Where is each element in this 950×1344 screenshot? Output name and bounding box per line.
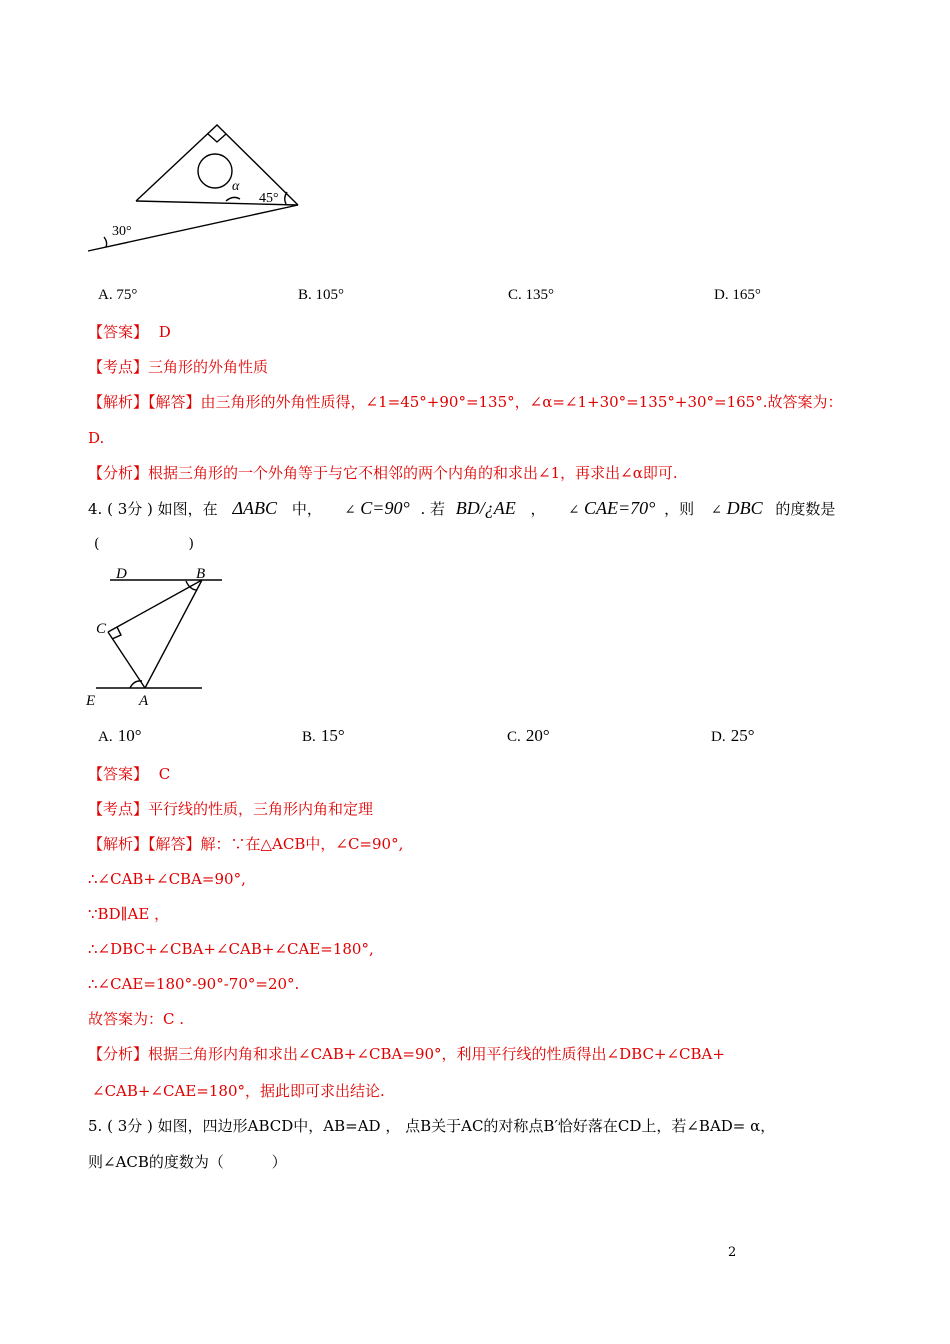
q4-label-e: E [86, 693, 96, 709]
q4-dbc: DBC [726, 498, 763, 518]
q4-cae-eq: CAE=70° [584, 498, 656, 518]
option-value: 15° [320, 726, 345, 745]
option-label: A. [98, 729, 113, 745]
q3-jiexi-line [88, 392, 843, 412]
q4-label-a: A [139, 693, 149, 709]
fenxi-text: 根据三角形的一个外角等于与它不相邻的两个内角的和求出∠1，再求出∠α即可. [148, 464, 678, 482]
q3-option-b: B. 105° [298, 287, 345, 303]
q4-answer-line [88, 764, 170, 784]
option-value: 10° [117, 726, 142, 745]
jiexi-text: 解：∵在△ACB中，∠C=90°, [200, 835, 404, 853]
q3-option-a: A. 75° [98, 287, 138, 303]
q4-label-c: C [96, 621, 107, 637]
q3-label-alpha: α [232, 179, 240, 194]
q3-label-30: 30° [112, 224, 132, 239]
q4-s5: ，则 [664, 500, 695, 518]
q4-fenxi-cont: ∠CAB+∠CAE=180°，据此即可求出结论. [92, 1082, 385, 1100]
q3-label-45: 45° [259, 191, 279, 206]
q4-jiexi-line [88, 834, 403, 854]
q4-option-b [302, 726, 345, 746]
q3-arc-45 [285, 192, 287, 204]
q4-answer-paren: ( ) [94, 536, 194, 552]
option-value: 25° [730, 726, 755, 745]
answer-value: D [158, 323, 171, 341]
q3-circle [198, 154, 232, 188]
fenxi-tag: 【分析】 [88, 1045, 149, 1063]
kaodian-tag: 【考点】 [88, 358, 149, 376]
q4-step-5: 故答案为：C . [88, 1010, 185, 1028]
q3-option-c: C. 135° [508, 287, 555, 303]
q5-stem-line-2: 则∠ACB的度数为（ ） [88, 1153, 287, 1171]
q4-s2: 中， [291, 500, 322, 518]
q4-angle-sym-1: ∠ [344, 503, 356, 518]
q4-option-c [507, 726, 550, 746]
q3-arc-30 [104, 237, 107, 247]
q4-s3: . 若 [420, 500, 445, 518]
q5-stem-line-1: 5. ( 3分 ) 如图，四边形ABCD中，AB=AD ， 点B关于AC的对称点B′恰好落在CD上，若∠BAD= α， [88, 1117, 776, 1135]
fenxi-text: 根据三角形内角和求出∠CAB+∠CBA=90°，利用平行线的性质得出∠DBC+∠CBA+ [148, 1045, 725, 1063]
q4-s4: ， [530, 500, 546, 518]
q3-arc-alpha [226, 197, 240, 201]
answer-tag: 【答案】 [88, 765, 149, 783]
q3-fenxi-line [88, 463, 678, 483]
kaodian-text: 三角形的外角性质 [148, 358, 269, 376]
q3-right-angle-mark [208, 134, 226, 142]
q3-option-d: D. 165° [714, 287, 761, 303]
q4-angle-sym-2: ∠ [568, 503, 580, 518]
q4-label-b: B [196, 566, 206, 582]
q4-bd-ae: BD/¿AE [455, 498, 516, 518]
q3-answer-line [88, 322, 171, 342]
option-label: C. [507, 729, 521, 745]
answer-tag: 【答案】 [88, 323, 149, 341]
q4-segment-ca [108, 632, 145, 688]
q4-triangle: ΔABC [232, 498, 278, 518]
q4-step-1: ∴∠CAB+∠CBA=90°, [88, 870, 246, 888]
q3-triangle-figure [80, 118, 320, 258]
option-label: D. [711, 729, 726, 745]
q4-c-eq: C=90° [360, 498, 410, 518]
q4-step-4: ∴∠CAE=180°-90°-70°=20°. [88, 975, 300, 993]
q4-option-d [711, 726, 755, 746]
fenxi-tag: 【分析】 [88, 464, 149, 482]
q4-s6: 的度数是 [775, 500, 836, 518]
jiexi-tag: 【解析】【解答】 [88, 393, 201, 411]
q4-number: 4. [88, 500, 103, 518]
jiexi-text: 由三角形的外角性质得，∠1=45°+90°=135°，∠α=∠1+30°=135°+30°=165°.故答案为： [200, 393, 843, 411]
q4-option-a [98, 726, 142, 746]
q4-s1: 如图，在 [157, 500, 218, 518]
q3-kaodian-line [88, 357, 268, 377]
q4-step-3: ∴∠DBC+∠CBA+∠CAB+∠CAE=180°, [88, 940, 374, 958]
q3-jiexi-cont: D. [88, 429, 105, 447]
q4-label-d: D [116, 566, 127, 582]
q4-angle-sym-3: ∠ [710, 503, 722, 518]
answer-value: C [158, 765, 171, 783]
q4-step-2: ∵BD∥AE ， [88, 905, 170, 923]
jiexi-tag: 【解析】【解答】 [88, 835, 201, 853]
kaodian-tag: 【考点】 [88, 800, 149, 818]
q4-kaodian-line [88, 799, 373, 819]
q4-stem [88, 495, 835, 524]
q4-fenxi-line [88, 1044, 725, 1064]
kaodian-text: 平行线的性质，三角形内角和定理 [148, 800, 374, 818]
page-number: 2 [728, 1245, 737, 1260]
q4-score: ( 3分 ) [107, 500, 153, 518]
option-value: 20° [525, 726, 550, 745]
q4-parallel-figure [80, 560, 240, 710]
option-label: B. [302, 729, 316, 745]
